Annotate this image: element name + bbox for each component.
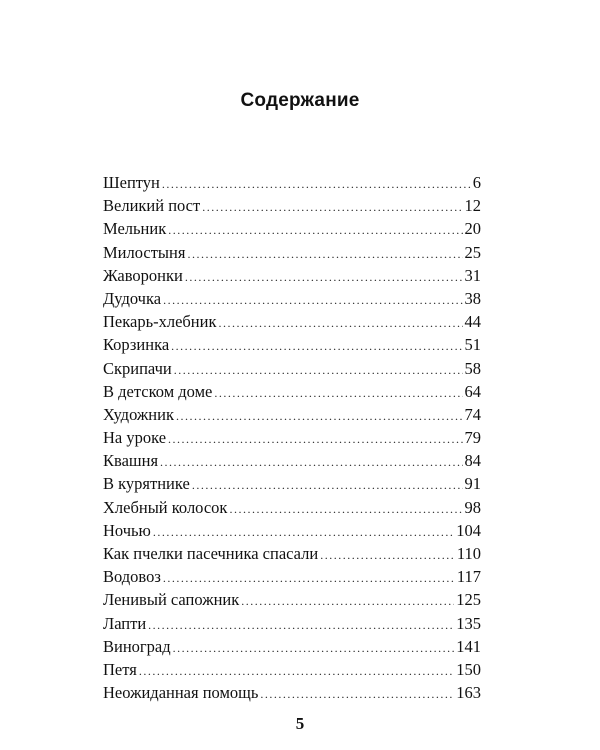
toc-entry [103, 287, 481, 310]
toc-entry [103, 681, 481, 704]
dot-leader [187, 243, 462, 266]
toc-entry-title: Ночью [103, 520, 151, 540]
toc-entry [103, 612, 481, 635]
toc-entry-page: 91 [464, 474, 481, 494]
toc-entry [103, 194, 481, 217]
dot-leader [160, 451, 462, 474]
toc-entry [103, 171, 481, 194]
dot-leader [176, 405, 463, 428]
dot-leader [229, 498, 462, 521]
dot-leader [163, 289, 462, 312]
toc-entry-title: В курятнике [103, 474, 190, 494]
toc-entry-title: Квашня [103, 451, 159, 471]
toc-entry-title: Водовоз [103, 567, 161, 587]
dot-leader [185, 266, 463, 289]
dot-leader [214, 382, 462, 405]
toc-entry [103, 333, 481, 356]
dot-leader [241, 590, 454, 613]
dot-leader [168, 428, 462, 451]
dot-leader [168, 219, 462, 242]
toc-entry-title: На уроке [103, 428, 167, 448]
table-of-contents [103, 171, 481, 704]
toc-entry [103, 496, 481, 519]
toc-entry-page: 31 [464, 265, 481, 285]
toc-entry [103, 519, 481, 542]
toc-entry-page: 125 [456, 590, 481, 610]
toc-entry-page: 25 [464, 242, 481, 262]
toc-entry-title: Пекарь-хлебник [103, 312, 217, 332]
toc-entry [103, 635, 481, 658]
toc-entry [103, 588, 481, 611]
toc-entry-title: Жаворонки [103, 265, 183, 285]
toc-entry-title: Как пчелки пасечника спасали [103, 544, 319, 563]
dot-leader [320, 544, 455, 567]
toc-entry-page: 163 [456, 683, 481, 703]
toc-entry [103, 310, 481, 333]
toc-entry-page: 110 [456, 544, 481, 563]
toc-entry-title: Милостыня [103, 242, 186, 262]
toc-entry [103, 241, 481, 264]
toc-entry [103, 658, 481, 681]
toc-entry-page: 150 [456, 659, 481, 679]
toc-entry-page: 135 [456, 613, 481, 633]
dot-leader [202, 196, 462, 219]
dot-leader [148, 614, 454, 637]
dot-leader [174, 359, 463, 382]
toc-entry-page: 44 [464, 312, 481, 332]
toc-entry [103, 264, 481, 287]
toc-entry [103, 380, 481, 403]
toc-entry-title: Корзинка [103, 335, 170, 355]
dot-leader [162, 173, 471, 196]
toc-entry-page: 38 [464, 288, 481, 308]
toc-entry-page: 84 [464, 451, 481, 471]
toc-entry-page: 58 [464, 358, 481, 378]
toc-entry [103, 357, 481, 380]
toc-entry-title: Виноград [103, 636, 171, 656]
dot-leader [218, 312, 462, 335]
toc-entry-page: 6 [472, 173, 481, 192]
dot-leader [173, 637, 455, 660]
toc-entry [103, 565, 481, 588]
toc-entry-title: Лапти [103, 613, 147, 633]
page-title: Содержание [240, 89, 360, 111]
dot-leader [192, 474, 463, 497]
dot-leader [171, 335, 462, 358]
toc-entry-page: 20 [464, 219, 481, 239]
toc-entry [103, 542, 481, 565]
toc-entry-title: Неожиданная помощь [103, 683, 259, 703]
toc-entry [103, 449, 481, 472]
toc-entry [103, 217, 481, 240]
dot-leader [139, 660, 454, 683]
toc-entry-title: Ленивый сапожник [103, 590, 240, 610]
toc-entry-title: Скрипачи [103, 358, 172, 378]
toc-entry-title: Мельник [103, 219, 167, 239]
toc-entry-title: Великий пост [103, 196, 201, 216]
toc-entry [103, 472, 481, 495]
toc-entry-page: 74 [464, 404, 481, 424]
toc-entry-page: 79 [464, 428, 481, 448]
toc-entry-page: 12 [464, 196, 481, 216]
page-number: 5 [295, 714, 305, 733]
toc-entry-title: Петя [103, 659, 137, 679]
dot-leader [163, 567, 455, 590]
toc-entry-title: Дудочка [103, 288, 162, 308]
toc-entry-page: 51 [464, 335, 481, 355]
toc-entry-title: Художник [103, 404, 174, 424]
toc-entry-title: Шептун [103, 173, 160, 192]
toc-entry-page: 98 [464, 497, 481, 517]
toc-entry-page: 117 [456, 567, 481, 587]
toc-entry-page: 104 [456, 520, 481, 540]
toc-entry-title: В детском доме [103, 381, 213, 401]
toc-entry-page: 64 [464, 381, 481, 401]
toc-entry-title: Хлебный колосок [103, 497, 228, 517]
dot-leader [153, 521, 454, 544]
toc-entry [103, 403, 481, 426]
toc-entry-page: 141 [456, 636, 481, 656]
dot-leader [260, 683, 454, 706]
toc-entry [103, 426, 481, 449]
